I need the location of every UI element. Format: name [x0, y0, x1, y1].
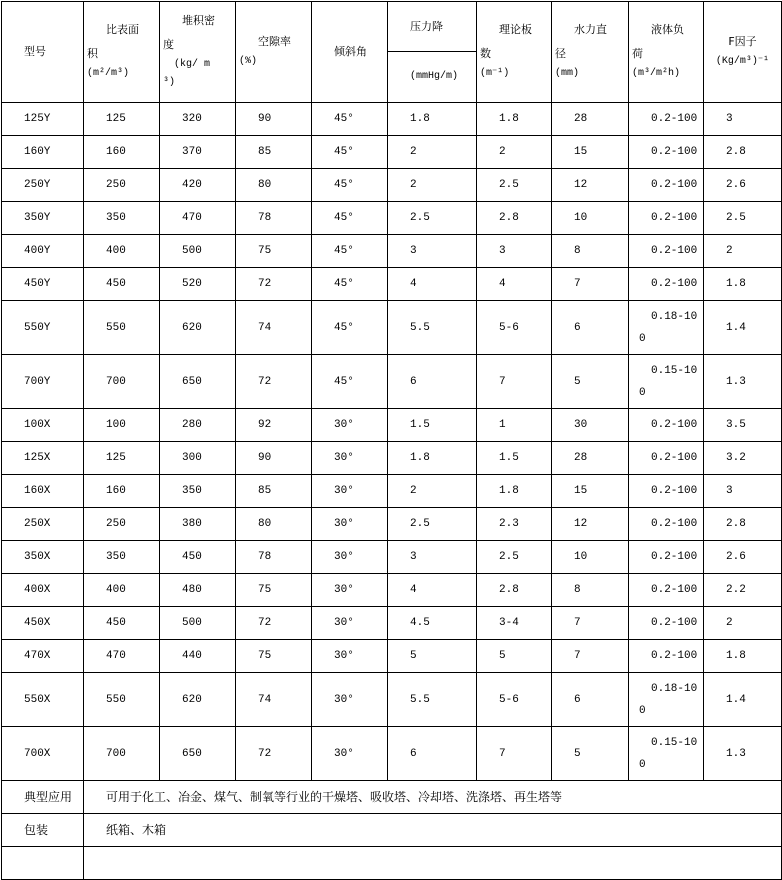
table-row: [2, 607, 782, 640]
liquid-load-value: [629, 616, 703, 630]
cell-pressure-drop: 5.5: [388, 301, 477, 355]
liquid-load-value: [629, 277, 703, 291]
liquid-load-value: [629, 583, 703, 597]
cell-hydraulic-diameter: 10: [552, 202, 629, 235]
cell-hydraulic-diameter: 8: [552, 574, 629, 607]
header-liquid-load-unit: (m³/m²h): [632, 68, 681, 79]
header-theoretical-plates-unit: (m⁻¹): [480, 68, 510, 79]
cell-surface-area: 550: [84, 673, 160, 727]
header-surface-area-line2: 积: [87, 47, 98, 60]
cell-inclination: 30°: [312, 607, 388, 640]
cell-hydraulic-diameter: 6: [552, 301, 629, 355]
header-theoretical-plates-line1: 理论板: [499, 23, 532, 36]
cell-liquid-load: [629, 301, 704, 355]
cell-theoretical-plates: 2.3: [477, 508, 552, 541]
cell-model: 125X: [2, 442, 84, 475]
footer-application-value: 可用于化工、冶金、煤气、制氧等行业的干燥塔、吸收塔、冷却塔、洗涤塔、再生塔等: [84, 781, 782, 814]
header-pressure-drop: [388, 2, 477, 103]
cell-hydraulic-diameter: 7: [552, 607, 629, 640]
cell-hydraulic-diameter: 5: [552, 727, 629, 781]
liquid-load-value: [629, 550, 703, 564]
cell-void-ratio: 75: [236, 574, 312, 607]
header-f-factor-label: F因子: [728, 35, 757, 48]
cell-model: 450X: [2, 607, 84, 640]
cell-model: 700X: [2, 727, 84, 781]
cell-inclination: 45°: [312, 103, 388, 136]
header-f-factor-unit: (Kg/m³)⁻¹: [715, 56, 770, 67]
cell-bulk-density: 500: [160, 607, 236, 640]
cell-liquid-load: [629, 409, 704, 442]
cell-surface-area: 450: [84, 607, 160, 640]
cell-model: 350Y: [2, 202, 84, 235]
cell-surface-area: 350: [84, 202, 160, 235]
liquid-load-line1: 0.15-10: [651, 736, 698, 749]
liquid-load-value: [629, 418, 703, 432]
cell-model: 160Y: [2, 136, 84, 169]
cell-inclination: 30°: [312, 640, 388, 673]
cell-hydraulic-diameter: 5: [552, 355, 629, 409]
cell-bulk-density: 650: [160, 355, 236, 409]
liquid-load-value: [629, 517, 703, 531]
cell-pressure-drop: 1.8: [388, 103, 477, 136]
liquid-load-line1: 0.2-100: [651, 452, 698, 464]
cell-inclination: 45°: [312, 268, 388, 301]
cell-void-ratio: 72: [236, 607, 312, 640]
header-void-ratio-unit: (%): [239, 56, 258, 67]
cell-inclination: 45°: [312, 355, 388, 409]
cell-surface-area: 450: [84, 268, 160, 301]
cell-model: 470X: [2, 640, 84, 673]
cell-model: 400Y: [2, 235, 84, 268]
liquid-load-line2: 0: [639, 704, 646, 717]
cell-bulk-density: 470: [160, 202, 236, 235]
header-surface-area: [84, 2, 160, 103]
cell-void-ratio: 74: [236, 301, 312, 355]
cell-f-factor: 3.5: [704, 409, 782, 442]
cell-theoretical-plates: 7: [477, 727, 552, 781]
cell-surface-area: 700: [84, 727, 160, 781]
cell-pressure-drop: 4.5: [388, 607, 477, 640]
liquid-load-line1: 0.18-10: [651, 682, 698, 695]
header-inclination-label: 倾斜角: [334, 45, 367, 58]
cell-liquid-load: [629, 136, 704, 169]
liquid-load-line1: 0.18-10: [651, 310, 698, 323]
cell-f-factor: 2.2: [704, 574, 782, 607]
liquid-load-value: [629, 736, 703, 772]
cell-inclination: 30°: [312, 727, 388, 781]
cell-theoretical-plates: 1.5: [477, 442, 552, 475]
liquid-load-line1: 0.2-100: [651, 278, 698, 290]
liquid-load-line1: 0.2-100: [651, 617, 698, 629]
liquid-load-line1: 0.2-100: [651, 113, 698, 125]
cell-pressure-drop: 6: [388, 355, 477, 409]
cell-inclination: 30°: [312, 673, 388, 727]
cell-void-ratio: 80: [236, 169, 312, 202]
liquid-load-value: [629, 451, 703, 465]
liquid-load-value: [629, 682, 703, 718]
table-row: [2, 727, 782, 781]
cell-inclination: 45°: [312, 301, 388, 355]
footer-packaging-value: 纸箱、木箱: [84, 814, 782, 847]
cell-theoretical-plates: 7: [477, 355, 552, 409]
cell-bulk-density: 350: [160, 475, 236, 508]
cell-pressure-drop: 5.5: [388, 673, 477, 727]
liquid-load-value: [629, 310, 703, 346]
cell-surface-area: 400: [84, 574, 160, 607]
liquid-load-line1: 0.2-100: [651, 518, 698, 530]
cell-pressure-drop: 3: [388, 235, 477, 268]
liquid-load-line1: 0.2-100: [651, 485, 698, 497]
header-bulk-density-unit-tail: ³): [163, 77, 176, 88]
cell-void-ratio: 72: [236, 727, 312, 781]
cell-liquid-load: [629, 202, 704, 235]
cell-void-ratio: 74: [236, 673, 312, 727]
cell-f-factor: 1.8: [704, 640, 782, 673]
cell-bulk-density: 280: [160, 409, 236, 442]
packing-spec-table: [1, 1, 782, 880]
cell-liquid-load: [629, 607, 704, 640]
cell-surface-area: 470: [84, 640, 160, 673]
liquid-load-line1: 0.15-10: [651, 364, 698, 377]
header-hydraulic-diameter-line1: 水力直: [574, 23, 607, 36]
cell-pressure-drop: 2: [388, 475, 477, 508]
table-row: [2, 136, 782, 169]
cell-hydraulic-diameter: 7: [552, 640, 629, 673]
table-row: [2, 442, 782, 475]
table-row: [2, 475, 782, 508]
cell-liquid-load: [629, 169, 704, 202]
cell-void-ratio: 72: [236, 355, 312, 409]
cell-model: 125Y: [2, 103, 84, 136]
cell-inclination: 30°: [312, 442, 388, 475]
table-row: [2, 169, 782, 202]
cell-theoretical-plates: 5-6: [477, 301, 552, 355]
footer-row-application: [2, 781, 782, 814]
cell-f-factor: 2.5: [704, 202, 782, 235]
cell-inclination: 30°: [312, 574, 388, 607]
cell-hydraulic-diameter: 7: [552, 268, 629, 301]
cell-surface-area: 125: [84, 103, 160, 136]
cell-liquid-load: [629, 541, 704, 574]
header-theoretical-plates-line2: 数: [480, 47, 491, 60]
table-row: [2, 301, 782, 355]
cell-liquid-load: [629, 355, 704, 409]
liquid-load-value: [629, 244, 703, 258]
header-void-ratio-line1: 空隙率: [258, 35, 291, 48]
cell-surface-area: 160: [84, 475, 160, 508]
cell-void-ratio: 75: [236, 640, 312, 673]
liquid-load-line2: 0: [639, 758, 646, 771]
table-row: [2, 574, 782, 607]
liquid-load-line2: 0: [639, 332, 646, 345]
cell-f-factor: 2: [704, 607, 782, 640]
cell-surface-area: 160: [84, 136, 160, 169]
cell-liquid-load: [629, 640, 704, 673]
cell-void-ratio: 90: [236, 103, 312, 136]
cell-pressure-drop: 1.8: [388, 442, 477, 475]
cell-theoretical-plates: 2.8: [477, 202, 552, 235]
header-surface-area-unit: (m²/m³): [87, 68, 130, 79]
table-row: [2, 202, 782, 235]
cell-theoretical-plates: 5-6: [477, 673, 552, 727]
cell-model: 250X: [2, 508, 84, 541]
cell-bulk-density: 320: [160, 103, 236, 136]
liquid-load-line1: 0.2-100: [651, 584, 698, 596]
cell-theoretical-plates: 3: [477, 235, 552, 268]
cell-bulk-density: 520: [160, 268, 236, 301]
cell-surface-area: 400: [84, 235, 160, 268]
cell-bulk-density: 450: [160, 541, 236, 574]
header-liquid-load: [629, 2, 704, 103]
cell-liquid-load: [629, 475, 704, 508]
cell-inclination: 45°: [312, 169, 388, 202]
cell-pressure-drop: 2.5: [388, 508, 477, 541]
liquid-load-value: [629, 364, 703, 400]
liquid-load-value: [629, 178, 703, 192]
cell-liquid-load: [629, 673, 704, 727]
header-theoretical-plates: [477, 2, 552, 103]
cell-hydraulic-diameter: 30: [552, 409, 629, 442]
cell-f-factor: 1.3: [704, 727, 782, 781]
cell-bulk-density: 440: [160, 640, 236, 673]
cell-hydraulic-diameter: 12: [552, 169, 629, 202]
cell-liquid-load: [629, 235, 704, 268]
table-row: [2, 268, 782, 301]
liquid-load-line1: 0.2-100: [651, 650, 698, 662]
cell-model: 700Y: [2, 355, 84, 409]
cell-void-ratio: 72: [236, 268, 312, 301]
liquid-load-value: [629, 211, 703, 225]
cell-pressure-drop: 4: [388, 574, 477, 607]
cell-model: 400X: [2, 574, 84, 607]
header-liquid-load-line1: 液体负: [651, 23, 684, 36]
cell-theoretical-plates: 2.5: [477, 541, 552, 574]
table-row: [2, 673, 782, 727]
footer-row-extra: [2, 847, 782, 880]
header-bulk-density-line2: 度: [163, 38, 174, 51]
cell-theoretical-plates: 2.8: [477, 574, 552, 607]
liquid-load-line1: 0.2-100: [651, 146, 698, 158]
cell-model: 100X: [2, 409, 84, 442]
cell-bulk-density: 380: [160, 508, 236, 541]
cell-liquid-load: [629, 574, 704, 607]
cell-model: 350X: [2, 541, 84, 574]
cell-hydraulic-diameter: 28: [552, 442, 629, 475]
cell-surface-area: 550: [84, 301, 160, 355]
footer-application-label: 典型应用: [2, 781, 84, 814]
cell-pressure-drop: 5: [388, 640, 477, 673]
table-row: [2, 235, 782, 268]
table-row: [2, 103, 782, 136]
header-row: [2, 2, 782, 103]
cell-void-ratio: 78: [236, 541, 312, 574]
cell-void-ratio: 85: [236, 136, 312, 169]
cell-void-ratio: 92: [236, 409, 312, 442]
cell-f-factor: 2.6: [704, 541, 782, 574]
cell-f-factor: 2.6: [704, 169, 782, 202]
cell-bulk-density: 620: [160, 301, 236, 355]
cell-hydraulic-diameter: 15: [552, 475, 629, 508]
header-pressure-drop-label: 压力降: [388, 2, 476, 52]
cell-hydraulic-diameter: 6: [552, 673, 629, 727]
liquid-load-line1: 0.2-100: [651, 419, 698, 431]
cell-f-factor: 2.8: [704, 136, 782, 169]
cell-theoretical-plates: 1.8: [477, 103, 552, 136]
table-row: [2, 409, 782, 442]
header-bulk-density: [160, 2, 236, 103]
cell-pressure-drop: 4: [388, 268, 477, 301]
cell-inclination: 45°: [312, 136, 388, 169]
cell-f-factor: 1.4: [704, 301, 782, 355]
cell-liquid-load: [629, 442, 704, 475]
liquid-load-line1: 0.2-100: [651, 245, 698, 257]
liquid-load-line1: 0.2-100: [651, 212, 698, 224]
liquid-load-value: [629, 112, 703, 126]
cell-inclination: 30°: [312, 475, 388, 508]
header-hydraulic-diameter: [552, 2, 629, 103]
table-row: [2, 541, 782, 574]
cell-surface-area: 250: [84, 169, 160, 202]
cell-theoretical-plates: 2.5: [477, 169, 552, 202]
liquid-load-line1: 0.2-100: [651, 179, 698, 191]
cell-f-factor: 3.2: [704, 442, 782, 475]
cell-liquid-load: [629, 508, 704, 541]
cell-theoretical-plates: 3-4: [477, 607, 552, 640]
cell-pressure-drop: 1.5: [388, 409, 477, 442]
cell-void-ratio: 90: [236, 442, 312, 475]
cell-f-factor: 1.8: [704, 268, 782, 301]
header-void-ratio: [236, 2, 312, 103]
liquid-load-line1: 0.2-100: [651, 551, 698, 563]
cell-bulk-density: 480: [160, 574, 236, 607]
cell-model: 550Y: [2, 301, 84, 355]
cell-liquid-load: [629, 268, 704, 301]
header-surface-area-line1: 比表面: [106, 23, 139, 36]
cell-model: 550X: [2, 673, 84, 727]
cell-theoretical-plates: 4: [477, 268, 552, 301]
cell-bulk-density: 650: [160, 727, 236, 781]
table-row: [2, 640, 782, 673]
cell-f-factor: 1.3: [704, 355, 782, 409]
cell-void-ratio: 80: [236, 508, 312, 541]
liquid-load-line2: 0: [639, 386, 646, 399]
header-liquid-load-line2: 荷: [632, 47, 643, 60]
cell-f-factor: 3: [704, 475, 782, 508]
cell-surface-area: 700: [84, 355, 160, 409]
cell-bulk-density: 420: [160, 169, 236, 202]
liquid-load-value: [629, 145, 703, 159]
cell-f-factor: 1.4: [704, 673, 782, 727]
table-row: [2, 508, 782, 541]
cell-f-factor: 2: [704, 235, 782, 268]
cell-void-ratio: 78: [236, 202, 312, 235]
cell-bulk-density: 620: [160, 673, 236, 727]
footer-extra-value: [84, 847, 782, 880]
cell-surface-area: 125: [84, 442, 160, 475]
cell-inclination: 30°: [312, 409, 388, 442]
cell-theoretical-plates: 1: [477, 409, 552, 442]
cell-void-ratio: 85: [236, 475, 312, 508]
cell-inclination: 45°: [312, 235, 388, 268]
cell-hydraulic-diameter: 28: [552, 103, 629, 136]
cell-model: 450Y: [2, 268, 84, 301]
cell-theoretical-plates: 2: [477, 136, 552, 169]
cell-f-factor: 2.8: [704, 508, 782, 541]
liquid-load-value: [629, 484, 703, 498]
cell-model: 160X: [2, 475, 84, 508]
header-hydraulic-diameter-unit: (mm): [555, 68, 580, 79]
liquid-load-value: [629, 649, 703, 663]
cell-bulk-density: 300: [160, 442, 236, 475]
cell-hydraulic-diameter: 15: [552, 136, 629, 169]
cell-bulk-density: 370: [160, 136, 236, 169]
cell-surface-area: 250: [84, 508, 160, 541]
cell-f-factor: 3: [704, 103, 782, 136]
footer-extra-label: [2, 847, 84, 880]
cell-bulk-density: 500: [160, 235, 236, 268]
cell-inclination: 30°: [312, 541, 388, 574]
cell-hydraulic-diameter: 10: [552, 541, 629, 574]
cell-theoretical-plates: 5: [477, 640, 552, 673]
header-model: [2, 2, 84, 103]
cell-hydraulic-diameter: 8: [552, 235, 629, 268]
header-pressure-drop-unit: (mmHg/m): [410, 71, 459, 82]
cell-pressure-drop: 2: [388, 169, 477, 202]
cell-inclination: 45°: [312, 202, 388, 235]
cell-pressure-drop: 2.5: [388, 202, 477, 235]
header-f-factor: [704, 2, 782, 103]
cell-liquid-load: [629, 103, 704, 136]
cell-surface-area: 100: [84, 409, 160, 442]
header-bulk-density-line1: 堆积密: [182, 14, 215, 27]
header-inclination: [312, 2, 388, 103]
cell-hydraulic-diameter: 12: [552, 508, 629, 541]
footer-row-packaging: [2, 814, 782, 847]
cell-pressure-drop: 3: [388, 541, 477, 574]
cell-liquid-load: [629, 727, 704, 781]
cell-pressure-drop: 2: [388, 136, 477, 169]
table-row: [2, 355, 782, 409]
cell-model: 250Y: [2, 169, 84, 202]
cell-void-ratio: 75: [236, 235, 312, 268]
header-bulk-density-unit: (kg/ m: [174, 59, 211, 70]
cell-inclination: 30°: [312, 508, 388, 541]
header-hydraulic-diameter-line2: 径: [555, 47, 566, 60]
cell-theoretical-plates: 1.8: [477, 475, 552, 508]
cell-surface-area: 350: [84, 541, 160, 574]
header-model-label: 型号: [24, 45, 46, 58]
cell-pressure-drop: 6: [388, 727, 477, 781]
footer-packaging-label: 包装: [2, 814, 84, 847]
